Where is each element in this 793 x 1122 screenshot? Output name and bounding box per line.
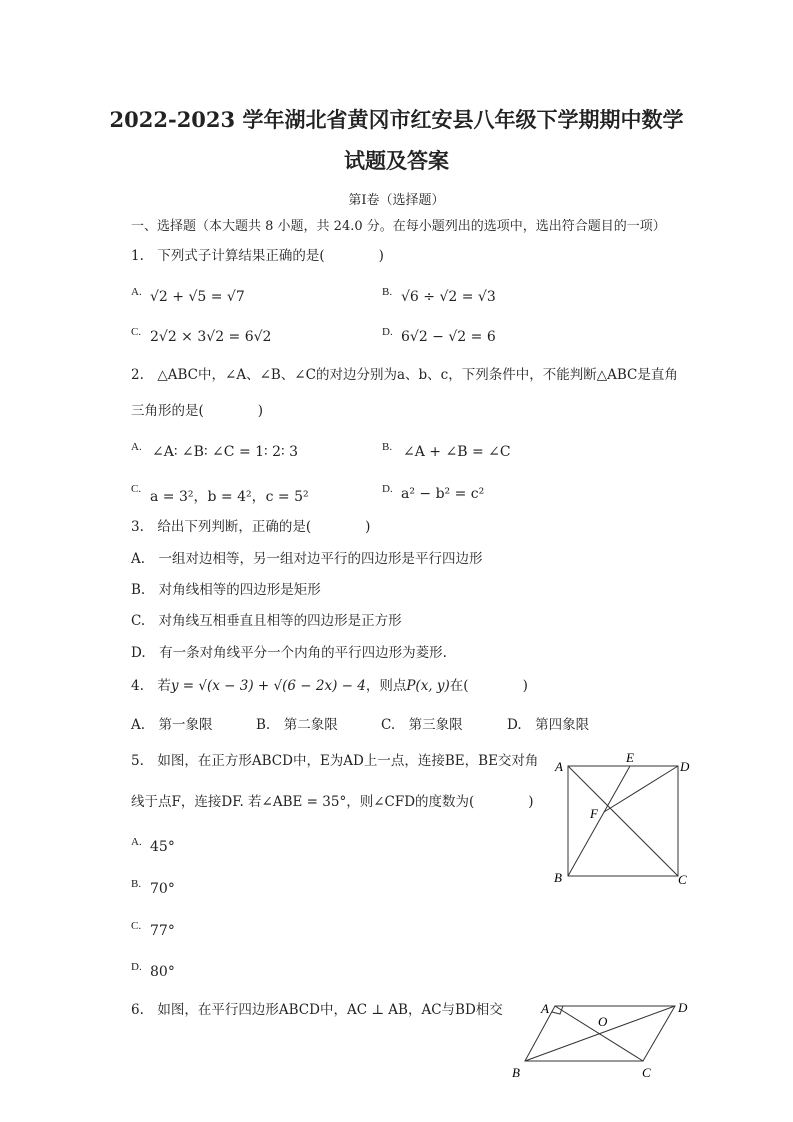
q5-label-f: F [590,806,598,821]
q6-label-b: B [512,1065,520,1080]
q5-option-a: 45° [150,839,175,855]
q3-stem: 3. 给出下列判断，正确的是( ) [131,519,371,535]
q3-option-a: A. 一组对边相等，另一组对边平行的四边形是平行四边形 [131,551,483,567]
q6-label-d: D [678,1000,688,1015]
q5-label-c: C [678,872,687,887]
q4-option-a: A. 第一象限 [131,717,213,733]
q5-option-a-label: A. [131,836,142,848]
q2-option-a: ∠A∶ ∠B∶ ∠C = 1∶ 2∶ 3 [152,444,299,460]
q2-option-d: a² − b² = c² [401,486,485,502]
q4-stem-suffix: 在( ) [449,678,528,694]
q5-label-e: E [626,750,634,765]
q1-option-a: √2 + √5 = √7 [150,289,245,305]
q2-option-d-label: D. [382,483,393,495]
q5-label-b: B [554,870,562,885]
q4-stem-point: P(x, y) [406,678,450,694]
q3-option-b: B. 对角线相等的四边形是矩形 [131,582,321,598]
diagonal-ac [568,766,678,876]
q4-stem-prefix: 4. 若 [131,678,171,694]
q5-label-d: D [680,759,690,774]
q4-stem-middle: ，则点 [365,678,407,694]
q4-option-b: B. 第二象限 [256,717,338,733]
q4-option-c: C. 第三象限 [381,717,463,733]
q4-stem-equation: y = √(x − 3) + √(6 − 2x) − 4 [170,678,366,694]
q6-label-c: C [642,1065,651,1080]
q1-option-c: 2√2 × 3√2 = 6√2 [150,329,272,345]
q2-option-b: ∠A + ∠B = ∠C [403,444,511,460]
q5-stem-line-1: 5. 如图，在正方形ABCD中，E为AD上一点，连接BE，BE交对角 [131,753,539,769]
section-heading: 一、选择题（本大题共 8 小题，共 24.0 分。在每小题列出的选项中，选出符合题目的一项） [131,219,666,234]
q6-label-o: O [598,1014,608,1029]
q4-stem [131,680,528,694]
q5-label-a: A [555,759,563,774]
volume-heading: 第Ⅰ卷（选择题） [348,193,445,208]
title-line-2: 试题及答案 [344,148,449,173]
q1-option-d: 6√2 − √2 = 6 [401,329,496,345]
q2-option-c-label: C. [131,483,142,495]
q1-option-d-label: D. [382,326,393,338]
title-line-1: 2022-2023 学年湖北省黄冈市红安县八年级下学期期中数学 [109,107,684,132]
q1-stem: 1. 下列式子计算结果正确的是( ) [131,248,384,264]
q1-option-b-label: B. [382,286,393,298]
q2-stem-line-2: 三角形的是( ) [131,403,264,419]
q6-stem: 6. 如图，在平行四边形ABCD中，AC ⊥ AB，AC与BD相交 [131,1002,503,1018]
q5-stem-line-2: 线于点F，连接DF. 若∠ABE = 35°，则∠CFD的度数为( ) [131,794,534,810]
q2-stem-line-1: 2. △ABC中，∠A、∠B、∠C的对边分别为a、b、c，下列条件中，不能判断△ABC是直角 [131,367,678,383]
q4-option-d: D. 第四象限 [507,717,590,733]
q5-option-c-label: C. [131,920,142,932]
q2-option-b-label: B. [382,441,393,453]
q5-option-d: 80° [150,964,175,980]
q2-option-a-label: A. [131,441,142,453]
q1-option-a-label: A. [131,286,142,298]
q3-option-c: C. 对角线互相垂直且相等的四边形是正方形 [131,613,402,629]
q1-option-c-label: C. [131,326,142,338]
segment-be [568,766,630,876]
q6-parallelogram-figure [505,995,705,1085]
q6-label-a: A [541,1001,549,1016]
q2-option-c: a = 3²，b = 4²，c = 5² [150,489,309,505]
segment-fd [604,766,678,812]
q5-option-b-label: B. [131,878,142,890]
q3-option-d: D. 有一条对角线平分一个内角的平行四边形为菱形. [131,645,447,661]
q5-square-figure [550,750,700,890]
q5-option-c: 77° [150,923,175,939]
q5-option-b: 70° [150,881,175,897]
q1-option-b: √6 ÷ √2 = √3 [401,289,496,305]
q5-option-d-label: D. [131,961,142,973]
